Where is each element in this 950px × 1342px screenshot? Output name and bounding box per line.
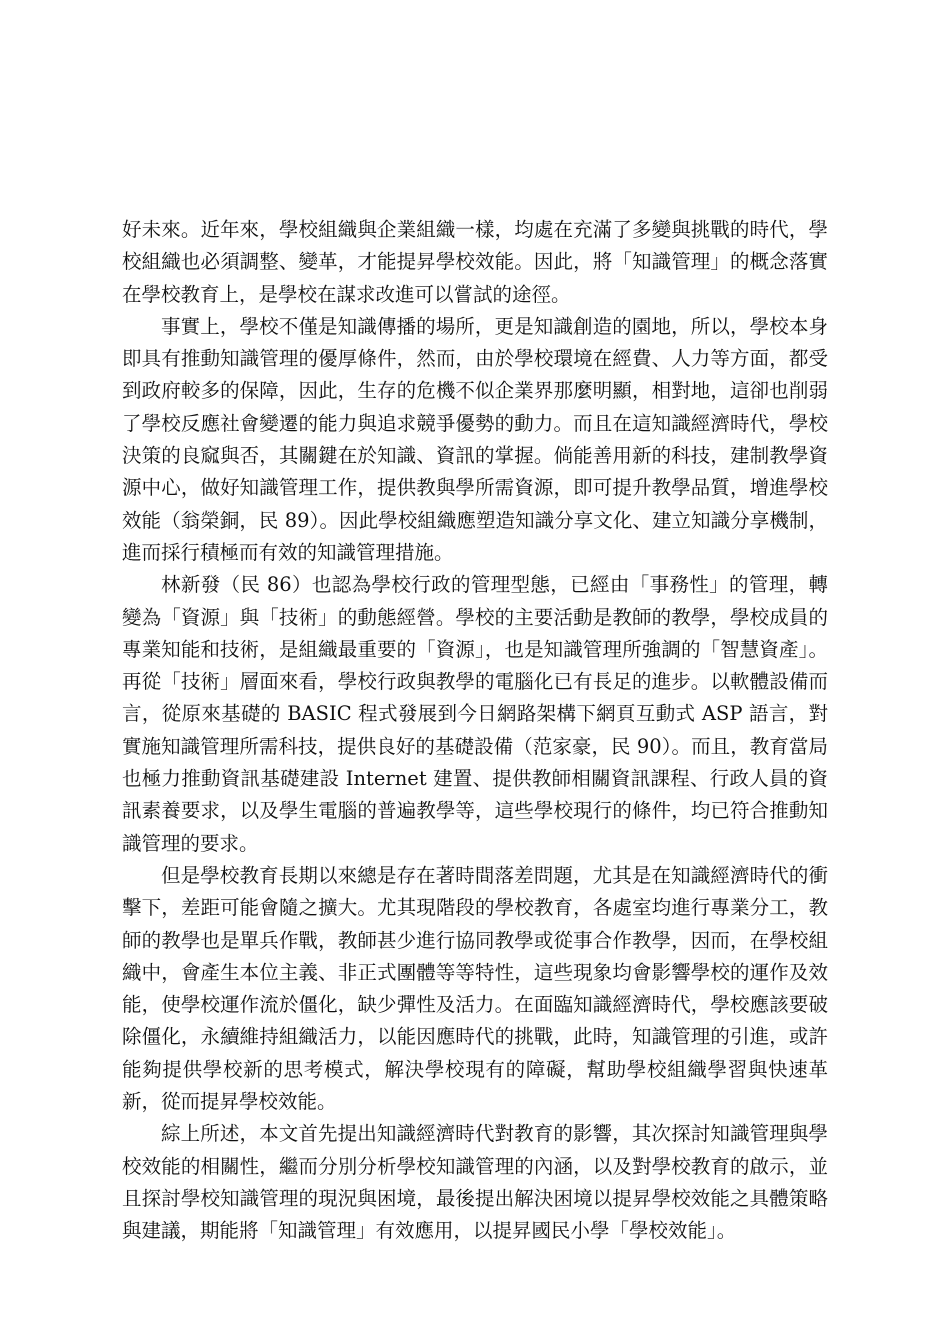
paragraph-2: 事實上，學校不僅是知識傳播的場所，更是知識創造的園地，所以，學校本身即具有推動知識管理的優厚條件，然而，由於學校環境在經費、人力等方面，都受到政府較多的保障，因此，生存的危機不似企業界那麼明顯，相對地，這卻也削弱了學校反應社會變遷的能力與追求競爭優勢的動力。而且在這知識經濟時代，學校決策的良窳與否，其關鍵在於知識、資訊的掌握。倘能善用新的科技，建制教學資源中心，做好知識管理工作，提供教與學所需資源，即可提升教學品質，增進學校效能（翁榮銅，民 89）。因此學校組織應塑造知識分享文化、建立知識分享機制，進而採行積極而有效的知識管理措施。 <box>122 314 828 564</box>
paragraph-5: 綜上所述，本文首先提出知識經濟時代對教育的影響，其次探討知識管理與學校效能的相關性，繼而分別分析學校知識管理的內涵，以及對學校教育的啟示，並且探討學校知識管理的現況與困境，最後提出解決困境以提昇學校效能之具體策略與建議，期能將「知識管理」有效應用，以提昇國民小學「學校效能」。 <box>122 1122 828 1243</box>
paragraph-1: 好未來。近年來，學校組織與企業組織一樣，均處在充滿了多變與挑戰的時代，學校組織也必須調整、變革，才能提昇學校效能。因此，將「知識管理」的概念落實在學校教育上，是學校在謀求改進可以嘗試的途徑。 <box>122 218 828 306</box>
paragraph-4: 但是學校教育長期以來總是存在著時間落差問題，尤其是在知識經濟時代的衝擊下，差距可能會隨之擴大。尤其現階段的學校教育，各處室均進行專業分工，教師的教學也是單兵作戰，教師甚少進行協同教學或從事合作教學，因而，在學校組織中，會產生本位主義、非正式團體等等特性，這些現象均會影響學校的運作及效能，使學校運作流於僵化，缺少彈性及活力。在面臨知識經濟時代，學校應該要破除僵化，永續維持組織活力，以能因應時代的挑戰，此時，知識管理的引進，或許能夠提供學校新的思考模式，解決學校現有的障礙，幫助學校組織學習與快速革新，從而提昇學校效能。 <box>122 863 828 1114</box>
paragraph-3: 林新發（民 86）也認為學校行政的管理型態，已經由「事務性」的管理，轉變為「資源」與「技術」的動態經營。學校的主要活動是教師的教學，學校成員的專業知能和技術，是組織最重要的「資源」，也是知識管理所強調的「智慧資產」。再從「技術」層面來看，學校行政與教學的電腦化已有長足的進步。以軟體設備而言，從原來基礎的 BASIC 程式發展到今日網路架構下網頁互動式 ASP 語言，對實施知識管理所需科技，提供良好的基礎設備（范家豪，民 90）。而且，教育當局也極力推動資訊基礎建設 Internet 建置、提供教師相關資訊課程、行政人員的資訊素養要求，以及學生電腦的普遍教學等，這些學校現行的條件，均已符合推動知識管理的要求。 <box>122 573 828 855</box>
document-body <box>122 214 828 1248</box>
